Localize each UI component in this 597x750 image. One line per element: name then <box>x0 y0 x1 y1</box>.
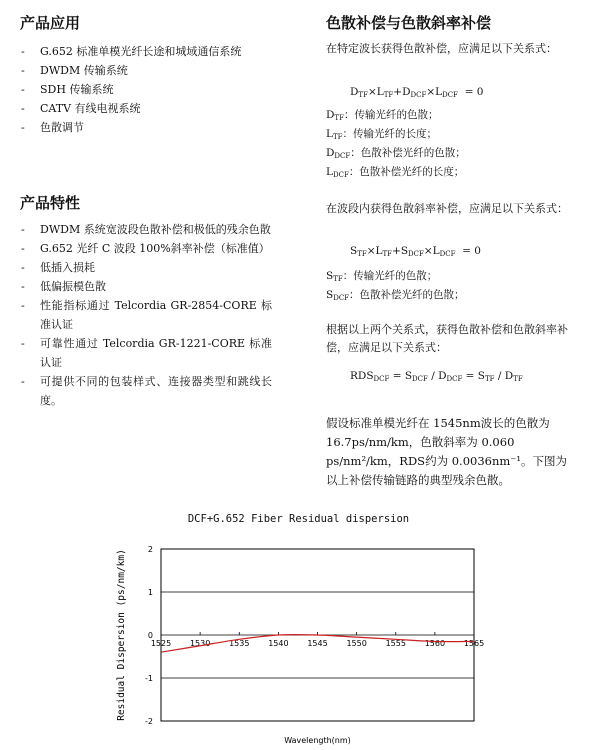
definition-symbol: D <box>326 109 335 121</box>
x-tick-label: 1540 <box>268 639 289 648</box>
features-heading: 产品特性 <box>20 194 81 212</box>
definition-subscript: DCF <box>333 294 350 302</box>
x-tick-label: 1530 <box>189 639 211 648</box>
definition-text: ：传输光纤的色散； <box>343 109 439 121</box>
definition-text: ：色散补偿光纤的色散； <box>350 147 466 159</box>
y-tick-label: -2 <box>145 717 153 726</box>
residual-dispersion-chart <box>0 530 597 750</box>
y-tick-label: 1 <box>147 588 153 597</box>
final-paragraph: 假设标准单模光纤在 1545nm波长的色散为 16.7ps/nm/km，色散斜率为 0.060 ps/nm²/km，RDS约为 0.0036nm⁻¹。下图为以上补偿传输链路的典型残余色散。 <box>326 416 567 487</box>
chart-title: DCF+G.652 Fiber Residual dispersion <box>187 513 410 525</box>
y-tick-label: -1 <box>145 674 153 683</box>
feature-item: - 性能指标通过 Telcordia GR-2854-CORE 标准认证 <box>20 296 272 334</box>
intro-paragraph-3: 根据以上两个关系式，获得色散补偿和色散斜率补偿，应满足以下关系式： <box>326 323 568 354</box>
application-item: - 色散调节 <box>20 118 272 137</box>
definition-row <box>326 107 466 126</box>
definition-symbol: L <box>326 166 333 178</box>
y-axis-label: Residual Dispersion (ps/nm/km) <box>116 549 127 721</box>
definition-subscript: TF <box>333 275 343 283</box>
intro-paragraph-2: 在波段内获得色散斜率补偿，应满足以下关系式： <box>326 202 568 215</box>
y-tick-label: 0 <box>147 631 153 640</box>
feature-item: - DWDM 系统宽波段色散补偿和极低的残余色散 <box>20 220 272 239</box>
definition-row <box>326 268 465 287</box>
definition-text: ：色散补偿光纤的色散； <box>349 289 465 301</box>
features-list <box>20 220 272 410</box>
definition-symbol: S <box>326 289 334 301</box>
feature-item: - 可靠性通过 Telcordia GR-1221-CORE 标准认证 <box>20 334 272 372</box>
definition-symbol: L <box>326 128 333 140</box>
x-axis-label: Wavelength(nm) <box>284 736 351 745</box>
definition-text: ：传输光纤的长度； <box>342 128 438 140</box>
formula-dispersion: $D_{TF}\times L_{TF}+D_{DCF}\times L_{DCF} = 0$ <box>350 86 484 99</box>
dispersion-heading: 色散补偿与色散斜率补偿 <box>326 14 492 32</box>
x-tick-label: 1525 <box>150 639 172 648</box>
application-item: - SDH 传输系统 <box>20 80 272 99</box>
x-tick-label: 1550 <box>346 639 367 648</box>
definition-row <box>326 287 465 306</box>
x-tick-label: 1535 <box>229 639 250 648</box>
x-tick-label: 1545 <box>307 639 328 648</box>
applications-list <box>20 42 272 137</box>
definition-row <box>326 145 466 164</box>
definition-symbol: S <box>326 270 334 282</box>
y-tick-label: 2 <box>147 545 153 554</box>
feature-item: - 低插入损耗 <box>20 258 272 277</box>
definition-symbol: D <box>326 147 335 159</box>
definitions-2 <box>326 268 465 306</box>
definition-text: ：传输光纤的色散； <box>342 270 438 282</box>
definition-row <box>326 126 466 145</box>
formula-slope: $S_{TF}\times L_{TF}+S_{DCF}\times L_{DCF} = 0$ <box>350 245 481 258</box>
intro-paragraph-1: 在特定波长获得色散补偿，应满足以下关系式： <box>326 42 557 55</box>
definitions-1 <box>326 107 466 183</box>
definition-row <box>326 164 466 183</box>
application-item: - G.652 标准单模光纤长途和城域通信系统 <box>20 42 272 61</box>
feature-item: - 低偏振模色散 <box>20 277 272 296</box>
definition-subscript: DCF <box>334 152 351 160</box>
feature-item: - G.652 光纤 C 波段 100%斜率补偿（标准值） <box>20 239 272 258</box>
application-item: - DWDM 传输系统 <box>20 61 272 80</box>
x-tick-label: 1565 <box>463 639 485 648</box>
definition-subscript: TF <box>334 114 344 122</box>
definition-subscript: DCF <box>332 171 349 179</box>
x-tick-label: 1555 <box>385 639 406 648</box>
applications-heading: 产品应用 <box>20 14 81 32</box>
x-tick-label: 1560 <box>424 639 446 648</box>
formula-rds: $RDS_{DCF} = S_{DCF} / D_{DCF} = S_{TF} / D_{TF}$ <box>350 370 523 383</box>
feature-item: - 可提供不同的包装样式、连接器类型和跳线长度。 <box>20 372 272 410</box>
application-item: - CATV 有线电视系统 <box>20 99 272 118</box>
definition-subscript: TF <box>332 133 343 141</box>
definition-text: ：色散补偿光纤的长度； <box>348 166 465 178</box>
